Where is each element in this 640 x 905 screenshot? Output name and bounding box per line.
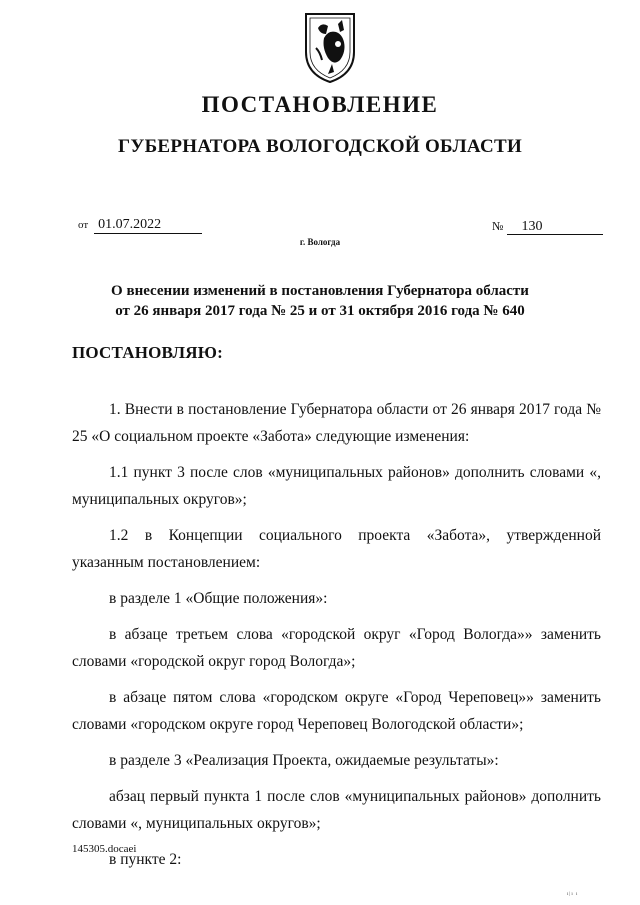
city-label: г. Вологда xyxy=(299,237,341,247)
paragraph: 1. Внести в постановление Губернатора области от 26 января 2017 года № 25 «О социальном проекте «Забота» следующие изменения: xyxy=(72,401,601,445)
number-value: 130 xyxy=(507,220,603,235)
document-subtitle: ГУБЕРНАТОРА ВОЛОГОДСКОЙ ОБЛАСТИ xyxy=(117,136,523,157)
document-body xyxy=(72,396,601,882)
subject-line-1: О внесении изменений в постановления Губернатора области xyxy=(111,283,529,299)
subject-line-2: от 26 января 2017 года № 25 и от 31 октября 2016 года № 640 xyxy=(115,303,525,319)
paragraph: в разделе 1 «Общие положения»: xyxy=(109,590,328,607)
coat-of-arms-icon xyxy=(298,8,362,84)
date-value: 01.07.2022 xyxy=(94,217,202,234)
paragraph: в разделе 3 «Реализация Проекта, ожидаемые результаты»: xyxy=(109,752,499,769)
scan-mark: ı|ı ı xyxy=(567,892,579,897)
document-title: ПОСТАНОВЛЕНИЕ xyxy=(201,92,439,117)
document-subject xyxy=(60,281,580,321)
paragraph: 1.2 в Концепции социального проекта «Забота», утвержденной указанным постановлением: xyxy=(72,527,601,571)
paragraph: в абзаце третьем слова «городской округ «Город Вологда»» заменить словами «городской округ город Вологда»; xyxy=(72,626,601,670)
date-prefix: от xyxy=(78,219,89,231)
paragraph: абзац первый пункта 1 после слов «муниципальных районов» дополнить словами «, муниципальных округов»; xyxy=(72,788,601,832)
paragraph: в пункте 2: xyxy=(109,851,182,868)
decree-word: ПОСТАНОВЛЯЮ: xyxy=(72,343,223,362)
number-field xyxy=(492,219,603,235)
file-reference: 145305.docaei xyxy=(72,843,137,855)
date-field xyxy=(78,217,202,234)
paragraph: 1.1 пункт 3 после слов «муниципальных районов» дополнить словами «, муниципальных округов»; xyxy=(72,464,601,508)
paragraph: в абзаце пятом слова «городском округе «Город Череповец»» заменить словами «городском округе город Череповец Вологодской области»; xyxy=(72,689,601,733)
number-prefix: № xyxy=(492,219,504,233)
